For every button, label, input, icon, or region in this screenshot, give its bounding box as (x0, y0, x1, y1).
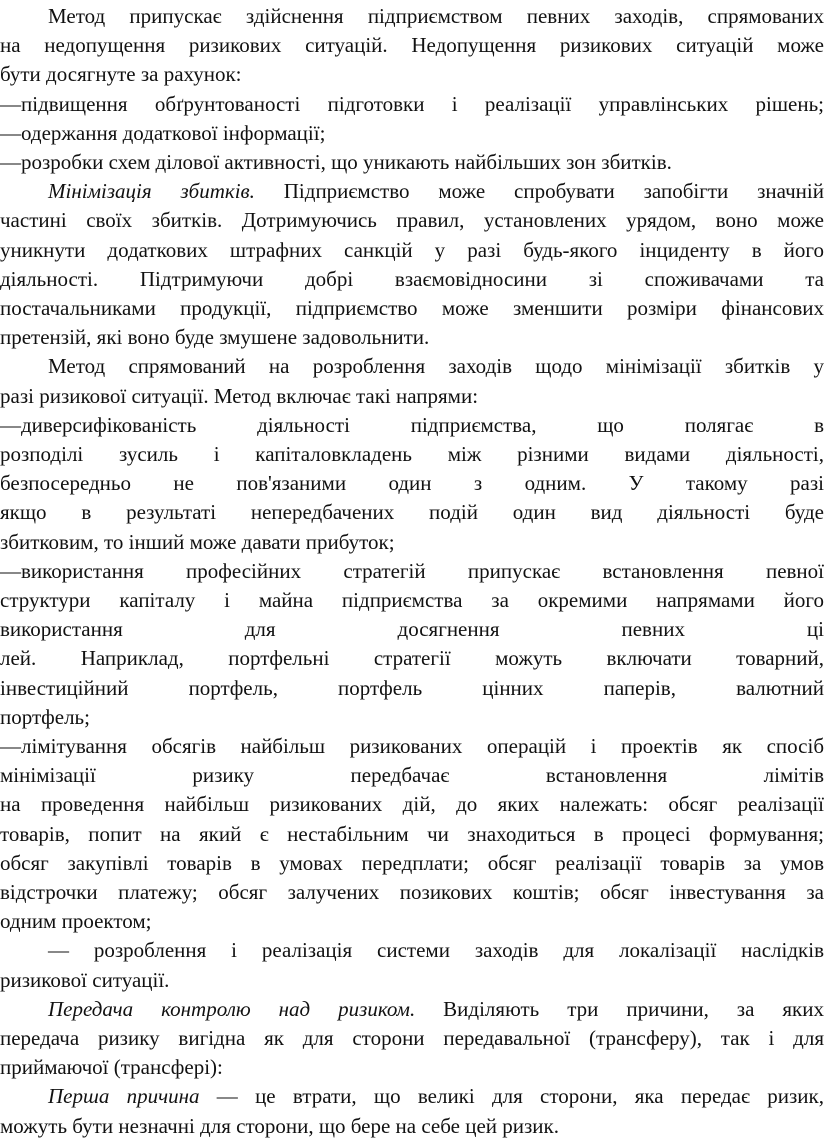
text-line (0, 294, 824, 323)
line-text: уникнути додаткових штрафних санкцій у разі будь-якого інциденту в його (0, 237, 824, 262)
text-line (48, 352, 824, 381)
line-text: частині своїх збитків. Дотримуючись правил, установлених урядом, воно може (0, 208, 824, 233)
text-line (0, 703, 90, 732)
line-text: —одержання додаткової інформації; (0, 120, 326, 145)
text-line (0, 761, 824, 790)
text-line (0, 206, 824, 235)
text-line (0, 236, 824, 265)
text-line (0, 31, 824, 60)
text-line (0, 119, 325, 148)
line-text: —розробки схем ділової активності, що уникають найбільших зон збитків. (0, 150, 672, 174)
italic-term: Перша причина (48, 1084, 200, 1109)
line-text: мінімізації ризику передбачає встановлення лімітів (0, 763, 824, 788)
line-text: безпосередньо не пов'язаними один з одним. У такому разі (0, 471, 824, 496)
text-line (0, 528, 395, 557)
line-text: діяльності. Підтримуючи добрі взаємовідносини зі споживачами та (0, 266, 824, 291)
line-text: на недопущення ризикових ситуацій. Недопущення ризикових ситуацій може (0, 33, 824, 58)
italic-term: Мінімізація збитків. (48, 179, 255, 204)
text-line (48, 936, 824, 965)
line-text: бути досягнуте за рахунок: (0, 62, 242, 87)
text-line (48, 1082, 824, 1111)
line-text: використання для досягнення певних ці (0, 617, 824, 642)
italic-term: Передача контролю над ризиком. (48, 996, 416, 1021)
text-line (0, 557, 824, 586)
text-line (0, 60, 242, 89)
line-text: лей. Наприклад, портфельні стратегії можуть включати товарний, (0, 646, 824, 671)
text-line (0, 440, 824, 469)
line-text: збитковим, то інший може давати прибуток; (0, 529, 395, 554)
line-text: розподілі зусиль і капіталовкладень між різними видами діяльності, (0, 442, 824, 466)
text-line (0, 732, 824, 761)
line-text: разі ризикової ситуації. Метод включає такі напрями: (0, 383, 479, 408)
text-line (0, 644, 824, 673)
text-line (0, 323, 429, 352)
line-text: — це втрати, що великі для сторони, яка передає ризик, (199, 1084, 824, 1109)
text-line (48, 177, 824, 206)
text-line (0, 382, 478, 411)
text-line (0, 1024, 824, 1053)
text-line (0, 966, 169, 995)
text-line (0, 90, 824, 119)
line-text: Метод припускає здійснення підприємством певних заходів, спрямованих (48, 4, 824, 28)
text-line (0, 615, 824, 644)
line-text: — розроблення і реалізація системи заходів для локалізації наслідків (48, 938, 824, 963)
text-line (0, 1053, 223, 1082)
text-line (48, 2, 824, 31)
text-line (48, 995, 824, 1024)
line-text: товарів, попит на який є нестабільним чи знаходиться в процесі формування; (0, 821, 824, 846)
line-text: відстрочки платежу; обсяг залучених позикових коштів; обсяг інвестування за (0, 880, 824, 904)
text-line (0, 820, 824, 849)
line-text: можуть бути незначні для сторони, що бере на себе цей ризик. (0, 1113, 559, 1138)
text-line (0, 265, 824, 294)
line-text: —диверсифікованість діяльності підприємства, що полягає в (0, 412, 824, 437)
text-line (0, 790, 824, 819)
line-text: приймаючої (трансфері): (0, 1055, 223, 1080)
line-text: інвестиційний портфель, портфель цінних паперів, валютний (0, 675, 824, 700)
line-text: обсяг закупівлі товарів в умовах передплати; обсяг реалізації товарів за умов (0, 850, 824, 875)
line-text: одним проектом; (0, 909, 152, 934)
text-line (0, 1112, 559, 1141)
line-text: Метод спрямований на розроблення заходів щодо мінімізації збитків у (48, 354, 824, 379)
line-text: ризикової ситуації. (0, 967, 170, 992)
text-line (0, 148, 672, 177)
line-text: —лімітування обсягів найбільш ризикованих операцій і проектів як спосіб (0, 734, 824, 758)
line-text: постачальниками продукції, підприємство може зменшити розміри фінансових (0, 296, 824, 320)
line-text: —використання професійних стратегій припускає встановлення певної (0, 558, 824, 583)
text-line (0, 878, 824, 907)
text-line (0, 586, 824, 615)
line-text: Підприємство може спробувати запобігти значній (254, 179, 824, 204)
line-text: —підвищення обґрунтованості підготовки і реалізації управлінських рішень; (0, 91, 824, 116)
text-line (0, 849, 824, 878)
line-text: портфель; (0, 704, 90, 729)
text-line (0, 907, 151, 936)
line-text: претензій, які воно буде змушене задовольнити. (0, 325, 430, 350)
line-text: структури капіталу і майна підприємства за окремими напрямами його (0, 588, 824, 612)
line-text: на проведення найбільш ризикованих дій, до яких належать: обсяг реалізації (0, 792, 824, 817)
text-line (0, 469, 824, 498)
text-line (0, 411, 824, 440)
line-text: передача ризику вигідна як для сторони передавальної (трансферу), так і для (0, 1026, 824, 1050)
text-line (0, 674, 824, 703)
text-line (0, 498, 824, 527)
line-text: Виділяють три причини, за яких (415, 996, 824, 1021)
line-text: якщо в результаті непередбачених подій один вид діяльності буде (0, 500, 824, 525)
